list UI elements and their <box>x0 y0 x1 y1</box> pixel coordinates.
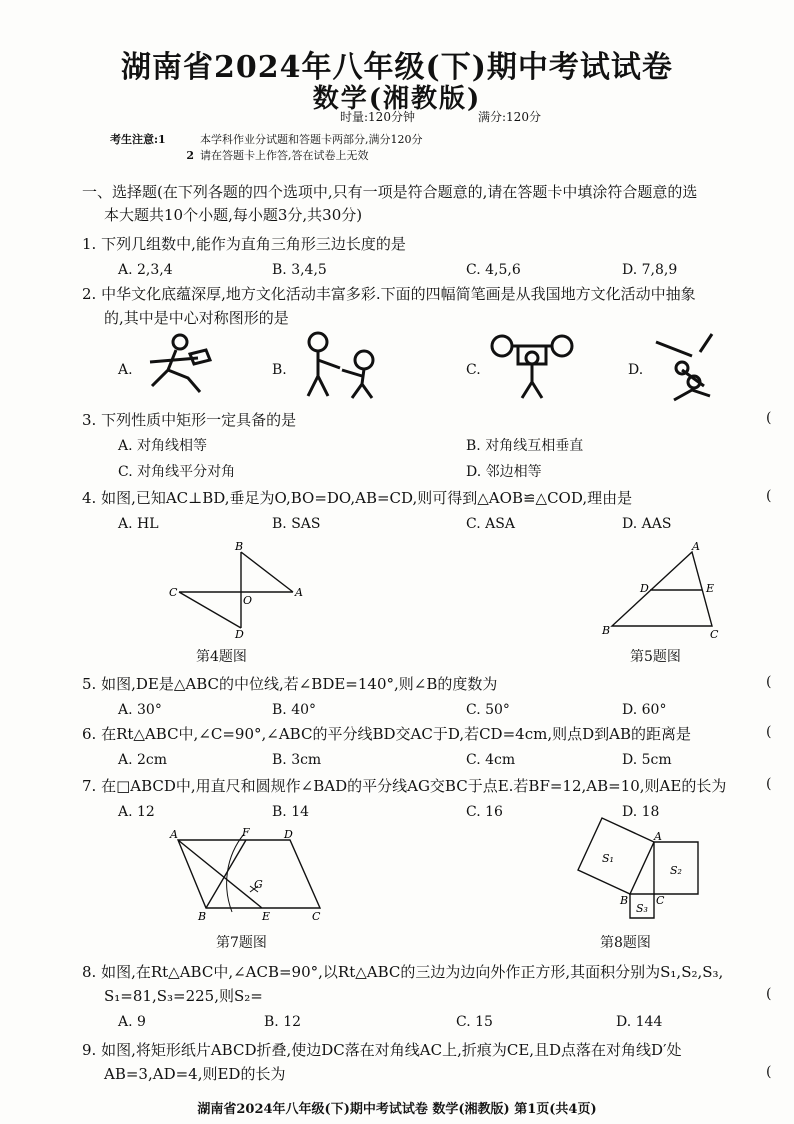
notes-label: 考生注意:1 <box>110 133 166 146</box>
q6-option-d: D. 5cm <box>622 752 672 768</box>
q1-option-a: A. 2,3,4 <box>118 262 173 278</box>
svg-text:S₂: S₂ <box>670 864 682 877</box>
figure-q7-caption: 第7题图 <box>216 935 267 951</box>
q6-option-b: B. 3cm <box>272 752 322 768</box>
section-1-heading: 一、选择题(在下列各题的四个选项中,只有一项是符合题意的,请在答题卡中填涂符合题意的选 <box>82 183 698 201</box>
q1-option-d: D. 7,8,9 <box>622 262 678 278</box>
svg-text:C: C <box>169 586 178 599</box>
q8-option-a: A. 9 <box>118 1014 146 1030</box>
q8-option-c: C. 15 <box>456 1014 493 1030</box>
q4-option-c: C. ASA <box>466 516 515 532</box>
svg-text:A: A <box>654 830 662 843</box>
q2-option-c: C. <box>466 362 481 378</box>
q4-stem: 4. 如图,已知AC⊥BD,垂足为O,BO=DO,AB=CD,则可得到△AOB≌△COD,理由是 <box>82 489 633 507</box>
q1-option-c: C. 4,5,6 <box>466 262 521 278</box>
svg-text:E: E <box>706 582 715 595</box>
svg-text:A: A <box>170 828 178 841</box>
figure-q2-a-dancer <box>140 328 220 398</box>
q8-option-b: B. 12 <box>264 1014 302 1030</box>
q4-option-a: A. HL <box>118 516 159 532</box>
svg-text:D: D <box>640 582 649 595</box>
q4-answer-paren: ( <box>766 488 772 504</box>
q9-stem: 9. 如图,将矩形纸片ABCD折叠,使边DC落在对角线AC上,折痕为CE,且D点落在对角线D′处 <box>82 1041 682 1059</box>
figure-q4-caption: 第4题图 <box>196 649 247 665</box>
svg-text:A: A <box>692 542 700 553</box>
time-limit: 时量:120分钟 <box>340 110 415 124</box>
figure-q2-c-weightlifter <box>490 330 574 400</box>
q6-answer-paren: ( <box>766 724 772 740</box>
note-1: 本学科作业分试题和答题卡两部分,满分120分 <box>200 133 423 146</box>
q8-stem-2: S₁=81,S₃=225,则S₂= <box>104 987 263 1005</box>
q3-option-c: C. 对角线平分对角 <box>118 464 236 480</box>
q7-stem: 7. 在□ABCD中,用直尺和圆规作∠BAD的平分线AG交BC于点E.若BF=12,AB=10,则AE的长为 <box>82 777 727 795</box>
svg-text:S₃: S₃ <box>636 902 648 915</box>
q1-option-b: B. 3,4,5 <box>272 262 327 278</box>
svg-text:A: A <box>295 586 303 599</box>
q3-stem: 3. 下列性质中矩形一定具备的是 <box>82 411 297 429</box>
q5-option-c: C. 50° <box>466 702 510 718</box>
q4-option-d: D. AAS <box>622 516 672 532</box>
svg-text:D: D <box>284 828 293 841</box>
q5-option-b: B. 40° <box>272 702 317 718</box>
q5-answer-paren: ( <box>766 674 772 690</box>
q9-answer-paren: ( <box>766 1064 772 1080</box>
q9-stem-2: AB=3,AD=4,则ED的长为 <box>104 1065 286 1083</box>
q7-option-d: D. 18 <box>622 804 660 820</box>
note-2: 请在答题卡上作答,答在试卷上无效 <box>200 149 369 162</box>
full-score: 满分:120分 <box>478 110 541 124</box>
q6-option-c: C. 4cm <box>466 752 516 768</box>
svg-text:B: B <box>198 910 207 922</box>
svg-text:B: B <box>620 894 629 907</box>
q6-option-a: A. 2cm <box>118 752 168 768</box>
q4-option-b: B. SAS <box>272 516 321 532</box>
page-footer: 湖南省2024年八年级(下)期中考试试卷 数学(湘教版) 第1页(共4页) <box>197 1102 597 1117</box>
svg-text:E: E <box>262 910 271 922</box>
svg-text:C: C <box>656 894 665 907</box>
svg-text:D: D <box>235 628 244 640</box>
svg-text:C: C <box>710 628 719 641</box>
q3-answer-paren: ( <box>766 410 772 426</box>
q5-stem: 5. 如图,DE是△ABC的中位线,若∠BDE=140°,则∠B的度数为 <box>82 675 498 693</box>
figure-q8 <box>574 812 704 926</box>
q2-stem: 2. 中华文化底蕴深厚,地方文化活动丰富多彩.下面的四幅简笔画是从我国地方文化活动中抽象 <box>82 285 696 303</box>
svg-text:F: F <box>242 826 250 839</box>
figure-q7 <box>166 826 336 922</box>
q3-option-a: A. 对角线相等 <box>118 438 208 454</box>
figure-q2-b-fighters <box>296 328 386 400</box>
svg-text:S₁: S₁ <box>602 852 614 865</box>
figure-q4 <box>165 540 315 640</box>
section-1-heading-2: 本大题共10个小题,每小题3分,共30分) <box>104 206 363 224</box>
q8-option-d: D. 144 <box>616 1014 663 1030</box>
figure-q2-d-acrobat <box>652 330 722 408</box>
q7-option-b: B. 14 <box>272 804 310 820</box>
candidate-notes <box>110 132 423 164</box>
q2-stem-2: 的,其中是中心对称图形的是 <box>104 309 289 327</box>
figure-q5 <box>598 542 728 642</box>
q3-option-d: D. 邻边相等 <box>466 464 542 480</box>
q8-answer-paren: ( <box>766 986 772 1002</box>
figure-q5-caption: 第5题图 <box>630 649 681 665</box>
q3-option-b: B. 对角线互相垂直 <box>466 438 584 454</box>
q1-stem: 1. 下列几组数中,能作为直角三角形三边长度的是 <box>82 235 406 253</box>
svg-text:B: B <box>602 624 611 637</box>
svg-text:C: C <box>312 910 321 922</box>
svg-text:B: B <box>235 540 244 553</box>
q7-answer-paren: ( <box>766 776 772 792</box>
q8-stem: 8. 如图,在Rt△ABC中,∠ACB=90°,以Rt△ABC的三边为边向外作正方形,其面积分别为S₁,S₂,S₃, <box>82 963 724 981</box>
q2-option-d: D. <box>628 362 644 378</box>
q7-option-c: C. 16 <box>466 804 503 820</box>
note-2-num: 2 <box>186 149 194 162</box>
svg-text:G: G <box>254 878 263 891</box>
svg-text:O: O <box>243 594 253 607</box>
q7-option-a: A. 12 <box>118 804 155 820</box>
q5-option-a: A. 30° <box>118 702 162 718</box>
q2-option-a: A. <box>118 362 133 378</box>
q6-stem: 6. 在Rt△ABC中,∠C=90°,∠ABC的平分线BD交AC于D,若CD=4cm,则点D到AB的距离是 <box>82 725 691 743</box>
exam-subtitle: 数学(湘教版) <box>312 84 482 114</box>
q5-option-d: D. 60° <box>622 702 667 718</box>
exam-title: 湖南省2024年八年级(下)期中考试试卷 <box>121 50 673 85</box>
figure-q8-caption: 第8题图 <box>600 935 651 951</box>
q2-option-b: B. <box>272 362 287 378</box>
